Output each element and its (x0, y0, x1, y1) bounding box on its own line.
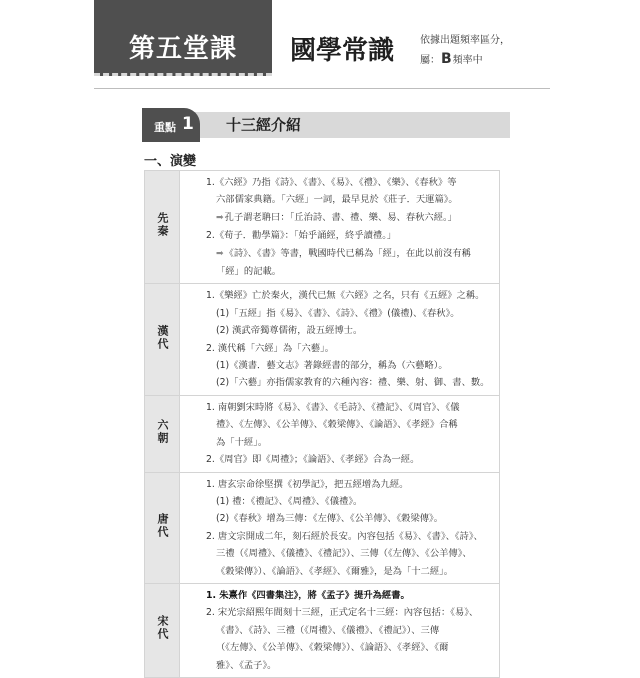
content-line: （《左傳》、《公羊傳》、《穀梁傳》）、《論語》、《孝經》、《爾 (216, 642, 449, 654)
period-label: 先秦 (156, 212, 169, 239)
content-line: 2.《周官》即《周禮》；《論語》、《孝經》合為一經。 (206, 454, 420, 466)
content-line: 《穀梁傳》）、《論語》、《孝經》、《爾雅》，是為「十二經」。 (216, 565, 454, 577)
content-line: 為「十經」。 (216, 436, 268, 448)
focus-badge-number: 1 (182, 114, 194, 134)
period-cell (145, 171, 180, 284)
content-line: 三禮（《周禮》、《儀禮》、《禮記》）、三傳（《左傳》、《公羊傳》、 (216, 548, 472, 560)
content-line-with-arrow (206, 209, 495, 227)
content-line: 2. 宋光宗紹熙年間刻十三經，正式定名十三經：內容包括：《易》、 (206, 607, 479, 619)
content-line: 禮》、《左傳》、《公羊傳》、《穀梁傳》、《論語》、《孝經》合稱 (216, 419, 458, 431)
content-line: (2)《春秋》增為三傳：《左傳》、《公羊傳》、《穀梁傳》。 (216, 513, 443, 525)
content-line: 2. 唐文宗開成二年，刻石經於長安。內容包括《易》、《書》、《詩》、 (206, 530, 483, 542)
frequency-suffix: 頻率中 (452, 55, 483, 66)
content-line: 1. 南朝劉宋時將《易》、《書》、《毛詩》、《禮記》、《周官》、《儀 (206, 401, 460, 413)
frequency-note-line1: 依據出題頻率區分， (420, 35, 510, 46)
evolution-table (144, 170, 500, 678)
lesson-label: 第五堂課 (128, 34, 237, 64)
content-line: (1) 禮：《禮記》、《周禮》、《儀禮》。 (216, 495, 363, 507)
content-line-text: 孔子謂老聃曰：「丘治詩、書、禮、樂、易、春秋六經。」 (224, 211, 457, 223)
focus-title: 十三經介紹 (226, 116, 302, 134)
content-line: 1. 朱熹作《四書集注》，將《孟子》提升為經書。 (206, 589, 410, 601)
table-row (145, 284, 500, 395)
period-cell (145, 583, 180, 677)
period-label: 宋代 (156, 615, 169, 642)
content-line: (2)「六藝」亦指儒家教育的六種內容：禮、樂、射、御、書、數。 (216, 377, 490, 389)
table-row (145, 583, 500, 677)
period-label: 六朝 (156, 418, 169, 445)
content-line: (2) 漢武帝獨尊儒術，設五經博士。 (216, 325, 363, 337)
content-line: 六部儒家典籍。「六經」一詞，最早見於《莊子．天運篇》。 (216, 194, 458, 206)
table-row (145, 171, 500, 284)
content-cell (180, 171, 500, 284)
content-line: 「經」的記載。 (216, 266, 282, 278)
table-row (145, 472, 500, 583)
content-line-text: 《詩》、《書》等書，戰國時代已稱為「經」，在此以前沒有稱 (224, 247, 471, 259)
content-line-with-arrow (206, 245, 495, 263)
content-line: 《書》、《詩》、三禮（《周禮》、《儀禮》、《禮記》）、三傳 (216, 624, 440, 636)
focus-badge-text: 重點 (154, 121, 176, 134)
content-line: 2. 漢代稱「六經」為「六藝」。 (206, 342, 335, 354)
period-label: 漢代 (156, 324, 169, 351)
content-cell (180, 395, 500, 472)
content-line: 雅》、《孟子》。 (216, 659, 277, 671)
frequency-note-line2 (420, 50, 510, 70)
content-cell (180, 583, 500, 677)
frequency-note (420, 32, 510, 70)
content-line: (1)《漢書．藝文志》著錄經書的部分，稱為（六藝略）。 (216, 360, 448, 372)
header-divider (94, 88, 550, 89)
arrow-icon: ➡ (216, 248, 224, 259)
content-line: (1)「五經」指《易》、《書》、《詩》、《禮》(儀禮)、《春秋》。 (216, 307, 460, 319)
content-line: 1.《六經》乃指《詩》、《書》、《易》、《禮》、《樂》、《春秋》等 (206, 177, 457, 188)
content-line: 2.《荀子．勸學篇》：「始乎誦經，終乎讀禮。」 (206, 230, 397, 242)
period-label: 唐代 (156, 512, 169, 539)
content-line: 1. 唐玄宗命徐堅撰《初學記》，把五經增為九經。 (206, 478, 409, 490)
period-cell (145, 472, 180, 583)
content-line: 1.《樂經》亡於秦火，漢代已無《六經》之名，只有《五經》之稱。 (206, 290, 485, 302)
frequency-grade: B (441, 51, 452, 67)
section-heading: 一、演變 (144, 154, 197, 169)
arrow-icon: ➡ (216, 212, 224, 223)
content-cell (180, 284, 500, 395)
frequency-prefix: 屬： (420, 55, 440, 66)
page-title: 國學常識 (290, 36, 395, 66)
period-cell (145, 284, 180, 395)
content-cell (180, 472, 500, 583)
period-cell (145, 395, 180, 472)
lesson-label-box (94, 0, 272, 76)
focus-badge (142, 108, 200, 142)
table-row (145, 395, 500, 472)
